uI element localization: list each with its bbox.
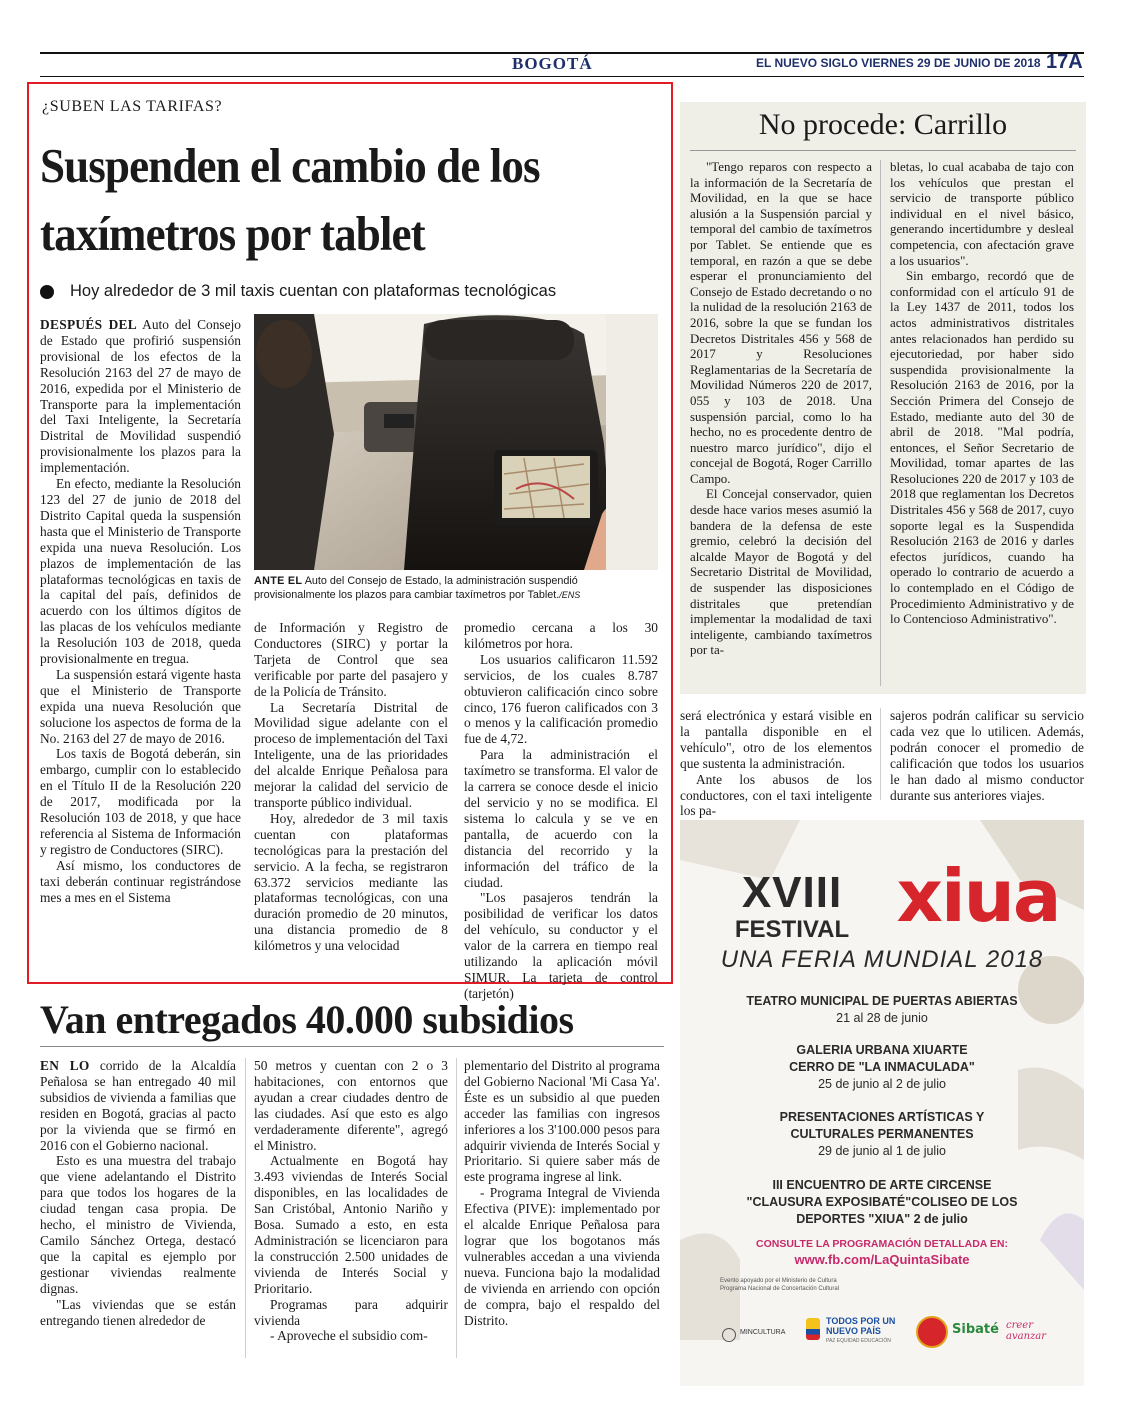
lead-in: DESPUÉS DEL xyxy=(40,317,138,332)
logo-text: Sibaté xyxy=(952,1322,999,1337)
event-date: 25 de junio al 2 de julio xyxy=(818,1077,946,1091)
paragraph: Esto es una muestra del trabajo que viene adelantando el Distrito para que todos los hogares de la ciudad tengan casa propia. De hecho, el ministro de Vivienda, Camilo Sánchez Ortega, destacó que la capital es ejemplo por gestionar viviendas realmente dignas. xyxy=(40,1153,236,1296)
article-column-3 xyxy=(464,620,658,1002)
paragraph: bletas, lo cual acababa de tajo con los vehículos que prestan el servicio de transporte público individual en el nivel básico, generando incertidumbre y desleal competencia, con afectación grave a los usuarios". xyxy=(890,160,1074,268)
event-date: 29 de junio al 1 de julio xyxy=(818,1144,946,1158)
paragraph: - Programa Integral de Vivienda Efectiva (PIVE): implementado por el alcalde Enrique Peñalosa para lograr que los bogotanos más vulnerables accedan a una vivienda nueva. Funciona bajo la modalidad de vivienda en arriendo con opción de compra, bajo el respaldo del Distrito. xyxy=(464,1185,660,1328)
sidebar-column-1 xyxy=(690,160,872,659)
article-column-2 xyxy=(254,620,448,954)
festival-brand-logo xyxy=(776,854,1084,938)
paragraph: "Tengo reparos con respecto a la información de la Secretaría de Movilidad, en la que se hace alusión a la Suspensión parcial y temporal del cambio de taxímetros por Tablet. Se entiende que es temporal, en razón a que se debe esperar el pronunciamiento del Consejo de Estado decretando o no la nulidad de la resolución 2163 de 2016, sobre la que se fundan los Decretos Distritales 456 y 568 de 2017 y Resoluciones Reglamentarias de la Secretaría de Movilidad Números 220 de 2017, 055 y 103 de 2018. Una suspensión parcial, como lo ha hecho, no es procedente dentro de nuestro marco jurídico", dijo el concejal de Bogotá, Roger Carrillo Campo. xyxy=(690,160,872,486)
divider xyxy=(690,150,1076,151)
event-title: III ENCUENTRO DE ARTE CIRCENSE xyxy=(772,1178,992,1192)
gobierno-logo xyxy=(806,1314,906,1354)
paragraph: sajeros podrán calificar su servicio cada vez que lo utilicen. Además, podrán conocer el promedio de calificación que todos los usuarios le han dado al mismo conductor durante sus anteriores viajes. xyxy=(890,708,1084,803)
event-title: TEATRO MUNICIPAL DE PUERTAS ABIERTAS xyxy=(746,994,1018,1008)
event-subtitle: CERRO DE "LA INMACULADA" xyxy=(789,1060,975,1074)
paper-date: EL NUEVO SIGLO VIERNES 29 DE JUNIO DE 2018 xyxy=(756,56,1041,70)
page-number: 17A xyxy=(1046,51,1083,73)
divider xyxy=(245,1058,246,1358)
paragraph: será electrónica y estará visible en la pantalla disponible en el vehículo", otro de los elementos que sustenta la administración. xyxy=(680,708,872,771)
flag-icon xyxy=(806,1318,820,1340)
second-column-1 xyxy=(40,1058,236,1328)
paragraph-text: corrido de la Alcaldía Peñalosa se han entregado 40 mil subsidios de vivienda a familias que residen en Bogotá, gracias al pacto por la vivienda que se firmó en 2016 con el Gobierno nacional. xyxy=(40,1058,236,1153)
paragraph: El Concejal conservador, quien desde hace varios meses asumió la bandera de la defensa de este gremio, celebró la decisión del alcalde Mayor de Bogotá y del Secretario Distrital de Movilidad, de suspender las disposiciones distritales que pretendían implementar la modalidad de taxi inteligente, cambiando taxímetros por ta- xyxy=(690,487,872,658)
paragraph: "Las viviendas que se están entregando tienen alrededor de xyxy=(40,1296,236,1328)
article-column-1 xyxy=(40,317,241,906)
festival-label: FESTIVAL xyxy=(734,916,850,943)
event-title: GALERIA URBANA XIUARTE xyxy=(796,1043,968,1057)
event-title: PRESENTACIONES ARTÍSTICAS Y xyxy=(779,1110,985,1124)
taxi-tablet-photo xyxy=(254,314,658,570)
event-subtitle: "CLAUSURA EXPOSIBATÉ"COLISEO DE LOS xyxy=(746,1195,1018,1209)
caption-text: Auto del Consejo de Estado, la administración suspendió provisionalmente los plazos para cambiar taxímetros por Tablet. xyxy=(254,575,578,601)
lead-in: EN LO xyxy=(40,1058,90,1073)
paragraph: En efecto, mediante la Resolución 123 del 27 de junio de 2018 del Distrito Capital queda la suspensión hasta que el Ministerio de Transporte expida una nueva Resolución. Los plazos de implementación de las plataformas tecnológicas en taxis de la capital del país, definidos de acuerdo con los últimos dígitos de las placas de los vehículos mediante la Resolución 103 de 2018, queda provisionalmente en tregua. xyxy=(40,476,241,667)
paragraph xyxy=(40,1058,236,1153)
second-headline: Van entregados 40.000 subsidios xyxy=(40,997,574,1042)
paragraph: Programas para adquirir vivienda xyxy=(254,1296,448,1328)
photo-caption xyxy=(254,574,658,602)
bullet-icon xyxy=(40,285,54,299)
article-subheadline xyxy=(40,282,670,304)
second-column-3 xyxy=(464,1058,660,1328)
paragraph: plementario del Distrito al programa del Gobierno Nacional 'Mi Casa Ya'. Éste es un subsidio al que pueden acceder las familias con ingresos inferiores a los 3'100.000 pesos para adquirir vivienda de Interés Social y Prioritario. Si quiere saber más de este programa ingrese al link. xyxy=(464,1058,660,1185)
sidebar-title: No procede: Carrillo xyxy=(758,108,1008,141)
continuation-column-2 xyxy=(890,708,1084,803)
section-name: BOGOTÁ xyxy=(512,54,593,73)
logo-text: TODOS POR UN NUEVO PAÍS xyxy=(826,1316,896,1336)
caption-credit: /ENS xyxy=(559,590,581,600)
logo-slogan: creer avanzar xyxy=(1006,1320,1047,1342)
article-kicker: ¿SUBEN LAS TARIFAS? xyxy=(42,98,223,115)
festival-tagline: UNA FERIA MUNDIAL 2018 xyxy=(720,946,1044,973)
paragraph: Sin embargo, recordó que de conformidad con el artículo 91 de la Ley 1437 de 2011, todos los actos administrativos distritales antes relacionados han perdido su ejecutoriedad, por haber sido suspendida provisionalmente la Resolución 2163 de 2016, por la Sección Primera del Consejo de Estado, mediante auto del 30 de abril de 2018. "Mal podría, entonces, el Señor Secretario de Movilidad, tomar apartes de las Resoluciones 220 de 2017 y 103 de 2018 que reglamentan los Decretos Distritales 456 y 568 de 2017, cuyo soporte legal es la Suspendida Resolución 2163 de 2016 y darles efectos jurídicos, cuando ha operado lo contrario de acuerdo a lo contemplado en el Código de Procedimiento Administrativo y de lo Contencioso Administrativo". xyxy=(890,269,1074,627)
support-text: Evento apoyado por el Ministerio de Cultura xyxy=(720,1278,837,1284)
caption-lead: ANTE EL xyxy=(254,575,303,587)
facebook-link[interactable]: www.fb.com/LaQuintaSibate xyxy=(794,1252,970,1267)
paragraph-text: Auto del Consejo de Estado que profirió suspensión provisional de los efectos de la Resolución 2163 del 27 de mayo de 2016, expedida por el Ministerio de Transporte para la implementación del Taxi Inteligente, la Secretaría Distrital de Movilidad suspendió provisionalmente los plazos para la implementación. xyxy=(40,317,241,476)
event-date: 21 al 28 de junio xyxy=(836,1011,928,1025)
article-headline: Suspenden el cambio de los taxímetros por tablet xyxy=(40,138,540,261)
brand-text: xiua xyxy=(896,854,1060,938)
sibate-logo xyxy=(916,1314,1056,1354)
divider xyxy=(456,1058,457,1358)
festival-advertisement xyxy=(680,820,1084,1386)
paragraph: de Información y Registro de Conductores (SIRC) y portar la Tarjeta de Control que sea verificable por parte del pasajero y de la Policía de Tránsito. xyxy=(254,620,448,699)
seal-icon xyxy=(722,1328,736,1342)
paragraph: Ante los abusos de los conductores, con el taxi inteligente los pa- xyxy=(680,771,872,819)
paragraph: Actualmente en Bogotá hay 3.493 viviendas de Interés Social disponibles, en las localidades de San Cristóbal, Antonio Nariño y Bosa. Sumado a esto, en esta Administración se licenciaron para la construcción 2.500 unidades de vivienda de Interés Social y Prioritario. xyxy=(254,1153,448,1296)
paragraph: Los taxis de Bogotá deberán, sin embargo, cumplir con lo establecido en el Título II de la Resolución 220 de 2017, modificada por la Resolución 103 de 2018, y que hace referencia al Sistema de Información y registro de Conductores (SIRC). xyxy=(40,746,241,857)
crest-icon xyxy=(916,1316,948,1348)
logo-text: MINCULTURA xyxy=(740,1329,786,1336)
festival-numeral: XVIII xyxy=(741,868,843,917)
paragraph: Hoy, alrededor de 3 mil taxis cuentan con plataformas tecnológicas para la prestación del servicio. A la fecha, se registraron 63.372 servicios mediante las plataformas tecnológicas, con una duración promedio de 20 minutos, una distancia promedio de 8 kilómetros y una velocidad xyxy=(254,810,448,954)
divider xyxy=(40,1046,664,1047)
paragraph: Los usuarios calificaron 11.592 servicios, de los cuales 8.787 obtuvieron calificación cinco sobre cinco, 176 fueron calificados con 3 o menos y la calificación promedio fue de 4,72. xyxy=(464,651,658,747)
logo-subtext: PAZ EQUIDAD EDUCACIÓN xyxy=(826,1338,891,1344)
paragraph: Para la administración el taxímetro se transforma. El valor de la carrera se conoce desde el inicio del servicio y no se modifica. El sistema lo calcula y se ve en pantalla, de acuerdo con la distancia del recorrido y la información del tráfico de la ciudad. xyxy=(464,747,658,890)
sidebar-column-2 xyxy=(890,160,1074,628)
paragraph: 50 metros y cuentan con 2 o 3 habitaciones, con entornos que ayudan a crear ciudades dentro de las ciudades. Así que esto es algo verdaderamente diferente", agregó el Ministro. xyxy=(254,1058,448,1153)
subheadline-text: Hoy alrededor de 3 mil taxis cuentan con plataformas tecnológicas xyxy=(70,282,557,300)
paragraph: La Secretaría Distrital de Movilidad sigue adelante con el proceso de implementación del Taxi Inteligente, una de las prioridades del alcalde Enrique Peñalosa para mejorar la calidad del servicio de transporte público individual. xyxy=(254,699,448,810)
paragraph: Así mismo, los conductores de taxi deberán continuar registrándose mes a mes en el Sistema xyxy=(40,857,241,905)
paragraph: "Los pasajeros tendrán la posibilidad de verificar los datos del vehículo, su conductor y el valor de la carrera en tiempo real utilizando la aplicación móvil SIMUR. La tarjeta de control (tarjetón) xyxy=(464,890,658,1001)
divider xyxy=(880,160,881,686)
continuation-column-1 xyxy=(680,708,872,819)
paragraph xyxy=(40,317,241,476)
divider xyxy=(880,708,881,800)
support-text: Programa Nacional de Concertación Cultural xyxy=(720,1286,840,1292)
paragraph: promedio cercana a los 30 kilómetros por hora. xyxy=(464,620,658,651)
paragraph: - Aproveche el subsidio com- xyxy=(270,1328,428,1344)
photo-illustration xyxy=(254,314,658,570)
paragraph: La suspensión estará vigente hasta que el Ministerio de Transporte expida una nueva Resolución que solucione los aspectos de forma de la No. 2163 del 27 de mayo de 2016. xyxy=(40,666,241,746)
mincultura-logo xyxy=(722,1322,798,1352)
event-subtitle: DEPORTES "XIUA" 2 de julio xyxy=(796,1212,968,1226)
second-column-2 xyxy=(254,1058,448,1344)
event-subtitle: CULTURALES PERMANENTES xyxy=(790,1127,974,1141)
consult-text: CONSULTE LA PROGRAMACIÓN DETALLADA EN: xyxy=(756,1238,1008,1250)
